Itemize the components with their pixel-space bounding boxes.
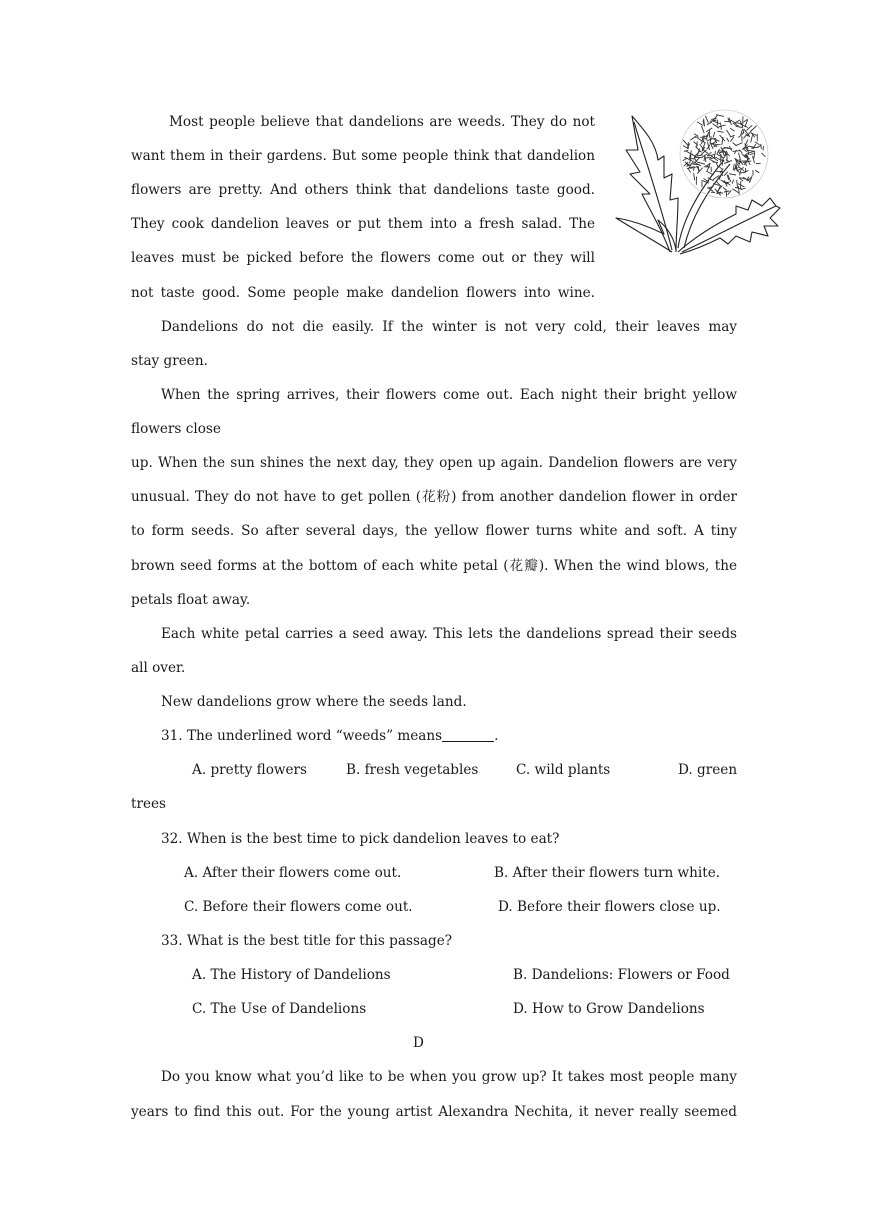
seed-tuft [732,151,740,152]
seed-tuft [729,174,736,175]
seed-tuft [730,128,735,131]
question-33-option-c[interactable]: C. The Use of Dandelions [192,1001,367,1017]
seed-tuft [710,120,717,121]
question-32-option-a[interactable]: A. After their flowers come out. [184,865,402,881]
seed-tuft [734,125,739,126]
seed-tuft [706,171,713,175]
seed-tuft [718,186,721,192]
seed-tuft [737,180,738,188]
question-31-end: . [494,728,499,744]
seed-tuft [754,151,755,158]
seed-tuft [727,138,729,142]
seed-tuft [726,160,730,162]
seed-tuft [716,163,718,168]
seed-tuft [745,140,748,146]
question-31-option-a[interactable]: A. pretty flowers [192,762,308,778]
passage-line: flowers close [131,421,221,437]
passage-line: leaves must be picked before the flowers come out or they will [131,250,595,266]
seed-tuft [707,139,712,141]
passage-line: Each white petal carries a seed away. This lets the dandelions spread their seeds [161,626,737,642]
question-32-option-c[interactable]: C. Before their flowers come out. [184,899,413,915]
passage-line: unusual. They do not have to get pollen (花粉) from another dandelion flower in order [131,489,737,505]
seed-tuft [694,173,695,180]
seed-tuft [694,134,698,136]
seed-tuft [746,125,752,130]
seed-tuft [702,126,705,133]
seed-tuft [713,115,718,121]
passage-line: brown seed forms at the bottom of each white petal (花瓣). When the wind blows, the [131,558,737,574]
seed-tuft [710,136,711,143]
seed-tuft [730,137,734,142]
seed-tuft [711,119,716,120]
question-33-option-d[interactable]: D. How to Grow Dandelions [513,1001,705,1017]
seed-tuft [751,147,759,148]
seed-tuft [684,150,688,151]
passage-line: not taste good. Some people make dandelion flowers into wine. [131,285,595,301]
passage-line: flowers are pretty. And others think that dandelions taste good. [131,182,595,198]
seed-tuft [709,159,715,162]
passage-line: stay green. [131,353,208,369]
seed-tuft [710,138,716,139]
seed-tuft [747,152,754,154]
passage-line: Do you know what you’d like to be when you grow up? It takes most people many [161,1069,737,1085]
seed-tuft [697,122,703,126]
passage-line: to form seeds. So after several days, the yellow flower turns white and soft. A tiny [131,523,737,539]
question-31-option-d-wrap: trees [131,796,167,812]
seed-tuft [705,156,706,162]
seed-tuft [723,187,727,190]
passage-line: years to find this out. For the young artist Alexandra Nechita, it never really seemed [131,1104,737,1120]
question-31-stem [161,726,498,746]
passage-line: petals float away. [131,592,251,608]
question-33-option-a[interactable]: A. The History of Dandelions [192,967,391,983]
seed-tuft [733,164,734,171]
seed-tuft [733,143,737,146]
passage-line: want them in their gardens. But some people think that dandelion [131,148,595,164]
seed-tuft [737,123,744,124]
seed-tuft [692,164,700,165]
question-33-option-b[interactable]: B. Dandelions: Flowers or Food [513,967,730,983]
question-33-stem: 33. What is the best title for this passage? [161,933,453,949]
seed-tuft [696,157,700,161]
seed-tuft [763,146,764,151]
seed-tuft [689,158,694,159]
seed-tuft [716,181,721,187]
seed-tuft [743,135,746,139]
question-31-option-c[interactable]: C. wild plants [516,762,611,778]
question-31-option-b[interactable]: B. fresh vegetables [346,762,479,778]
seed-tuft [751,135,753,142]
seed-tuft [750,154,754,155]
seed-tuft [701,154,706,158]
question-32-option-b[interactable]: B. After their flowers turn white. [494,865,721,881]
passage-line: up. When the sun shines the next day, they open up again. Dandelion flowers are very [131,455,737,471]
seed-tuft [761,144,762,149]
seed-tuft [697,162,705,164]
seed-tuft [690,136,696,140]
passage-line: When the spring arrives, their flowers come out. Each night their bright yellow [161,387,737,403]
answer-blank[interactable] [442,727,494,742]
question-31-text: 31. The underlined word “weeds” means [161,728,443,744]
seed-tuft [688,168,691,173]
seed-tuft [762,153,766,157]
section-heading: D [413,1035,424,1051]
question-32-stem: 32. When is the best time to pick dandelion leaves to eat? [161,831,560,847]
seed-tuft [718,166,722,170]
seed-tuft [736,126,743,127]
seed-tuft [718,125,726,127]
passage-line: Most people believe that dandelions are weeds. They do not [169,114,595,130]
question-32-option-d[interactable]: D. Before their flowers close up. [498,899,721,915]
seed-tuft [739,153,741,160]
seed-tuft [734,150,736,154]
seed-tuft [706,157,712,158]
seed-tuft [683,140,688,146]
seed-tuft [732,189,739,193]
seed-tuft [732,180,734,184]
dandelion-icon [612,102,784,260]
seed-tuft [727,130,731,137]
question-31-option-d[interactable]: D. green [678,762,738,778]
seed-tuft [713,132,715,138]
passage-line: New dandelions grow where the seeds land. [161,694,467,710]
seed-tuft [717,131,724,132]
seed-tuft [705,116,708,123]
seed-tuft [755,170,759,172]
seed-tuft [697,142,698,148]
passage-line: all over. [131,660,186,676]
passage-line: Dandelions do not die easily. If the winter is not very cold, their leaves may [161,319,737,335]
passage-line: They cook dandelion leaves or put them into a fresh salad. The [131,216,595,232]
